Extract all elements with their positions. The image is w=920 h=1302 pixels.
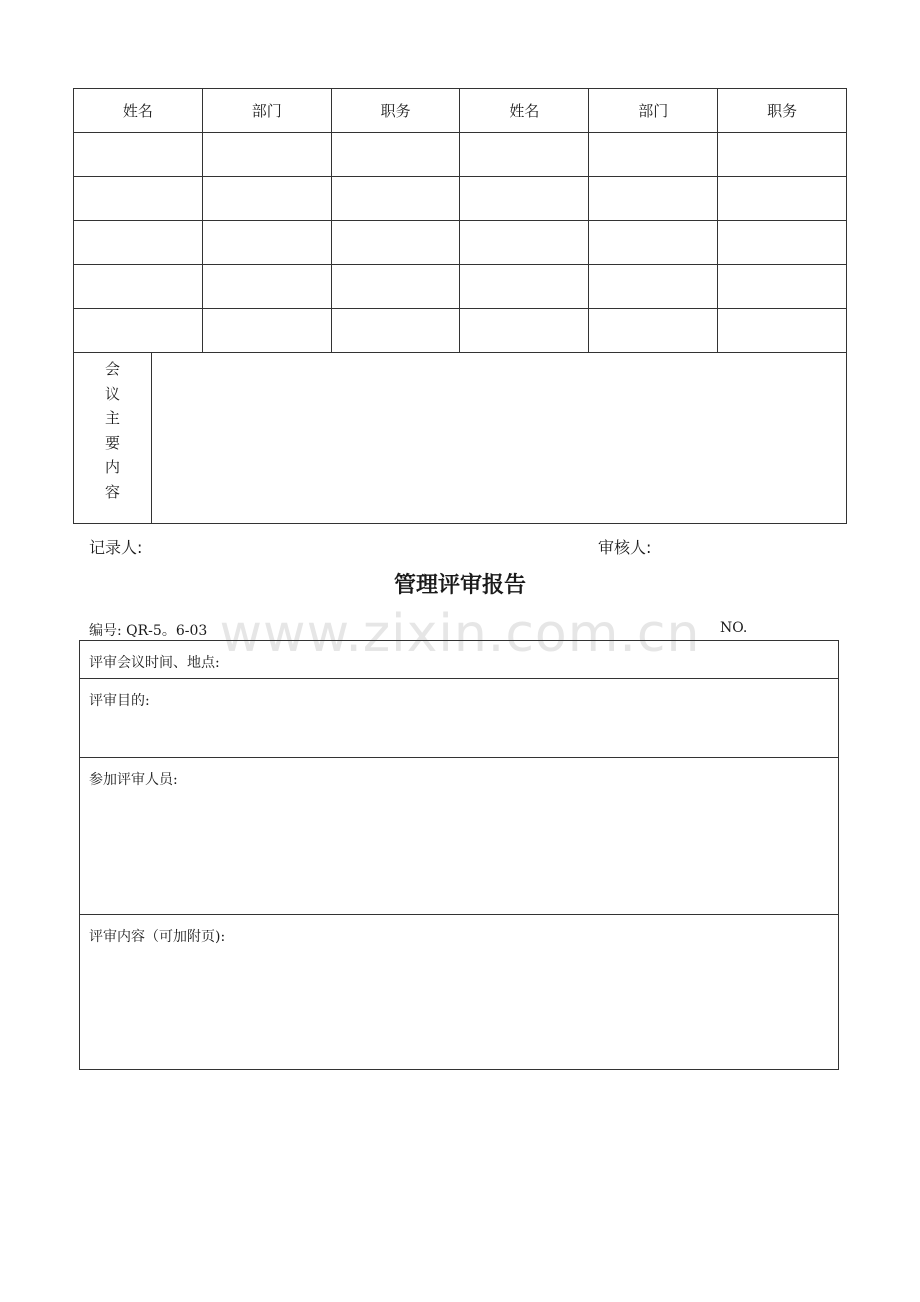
attendee-table — [73, 88, 847, 353]
field-time-place[interactable] — [80, 641, 838, 679]
table-cell[interactable] — [74, 265, 203, 309]
table-cell[interactable] — [718, 265, 847, 309]
table-cell[interactable] — [718, 177, 847, 221]
table-cell[interactable] — [589, 265, 718, 309]
table-cell[interactable] — [202, 265, 331, 309]
field-purpose[interactable] — [80, 679, 838, 758]
table-cell[interactable] — [202, 309, 331, 353]
label-char: 会 — [104, 360, 120, 378]
table-cell[interactable] — [460, 133, 589, 177]
table-row — [74, 309, 847, 353]
label-char: 主 — [104, 409, 120, 427]
table-cell[interactable] — [331, 177, 460, 221]
label-char: 议 — [104, 384, 120, 403]
table-cell[interactable] — [589, 133, 718, 177]
table-cell[interactable] — [460, 309, 589, 353]
header-dept-1: 部门 — [202, 89, 331, 133]
table-row — [74, 177, 847, 221]
field-content[interactable] — [80, 915, 838, 1069]
table-cell[interactable] — [202, 133, 331, 177]
table-cell[interactable] — [718, 133, 847, 177]
table-cell[interactable] — [331, 309, 460, 353]
label-char: 要 — [104, 433, 120, 452]
meeting-content-area[interactable] — [152, 353, 846, 523]
header-dept-2: 部门 — [589, 89, 718, 133]
meeting-content-block — [73, 353, 847, 524]
table-cell[interactable] — [460, 177, 589, 221]
reviewer-label: 审核人: — [598, 538, 652, 557]
field-purpose-label: 评审目的: — [89, 693, 150, 709]
table-row — [74, 133, 847, 177]
field-participants-label: 参加评审人员: — [89, 772, 178, 788]
table-cell[interactable] — [460, 221, 589, 265]
document-code: 编号: QR-5。6-03 — [89, 623, 208, 639]
table-cell[interactable] — [74, 309, 203, 353]
table-cell[interactable] — [589, 177, 718, 221]
header-name-2: 姓名 — [460, 89, 589, 133]
table-cell[interactable] — [202, 221, 331, 265]
header-name-1: 姓名 — [74, 89, 203, 133]
recorder-label: 记录人: — [89, 538, 143, 557]
table-cell[interactable] — [589, 309, 718, 353]
label-char: 容 — [104, 482, 120, 501]
header-title-2: 职务 — [718, 89, 847, 133]
report-form — [79, 640, 839, 1070]
report-title: 管理评审报告 — [393, 573, 526, 598]
field-time-place-label: 评审会议时间、地点: — [89, 655, 220, 671]
table-cell[interactable] — [460, 265, 589, 309]
table-row — [74, 265, 847, 309]
attendee-header-row — [74, 89, 847, 133]
table-cell[interactable] — [331, 265, 460, 309]
field-participants[interactable] — [80, 758, 838, 915]
watermark: www.zixin.com.cn — [219, 604, 701, 664]
table-cell[interactable] — [589, 221, 718, 265]
header-title-1: 职务 — [331, 89, 460, 133]
table-cell[interactable] — [202, 177, 331, 221]
table-cell[interactable] — [718, 221, 847, 265]
table-cell[interactable] — [718, 309, 847, 353]
table-cell[interactable] — [331, 221, 460, 265]
table-cell[interactable] — [74, 221, 203, 265]
document-number-label: NO. — [720, 620, 748, 636]
meeting-content-label — [74, 353, 152, 523]
table-row — [74, 221, 847, 265]
field-content-label: 评审内容（可加附页): — [89, 929, 226, 945]
table-cell[interactable] — [74, 133, 203, 177]
table-cell[interactable] — [74, 177, 203, 221]
table-cell[interactable] — [331, 133, 460, 177]
label-char: 内 — [104, 458, 120, 476]
